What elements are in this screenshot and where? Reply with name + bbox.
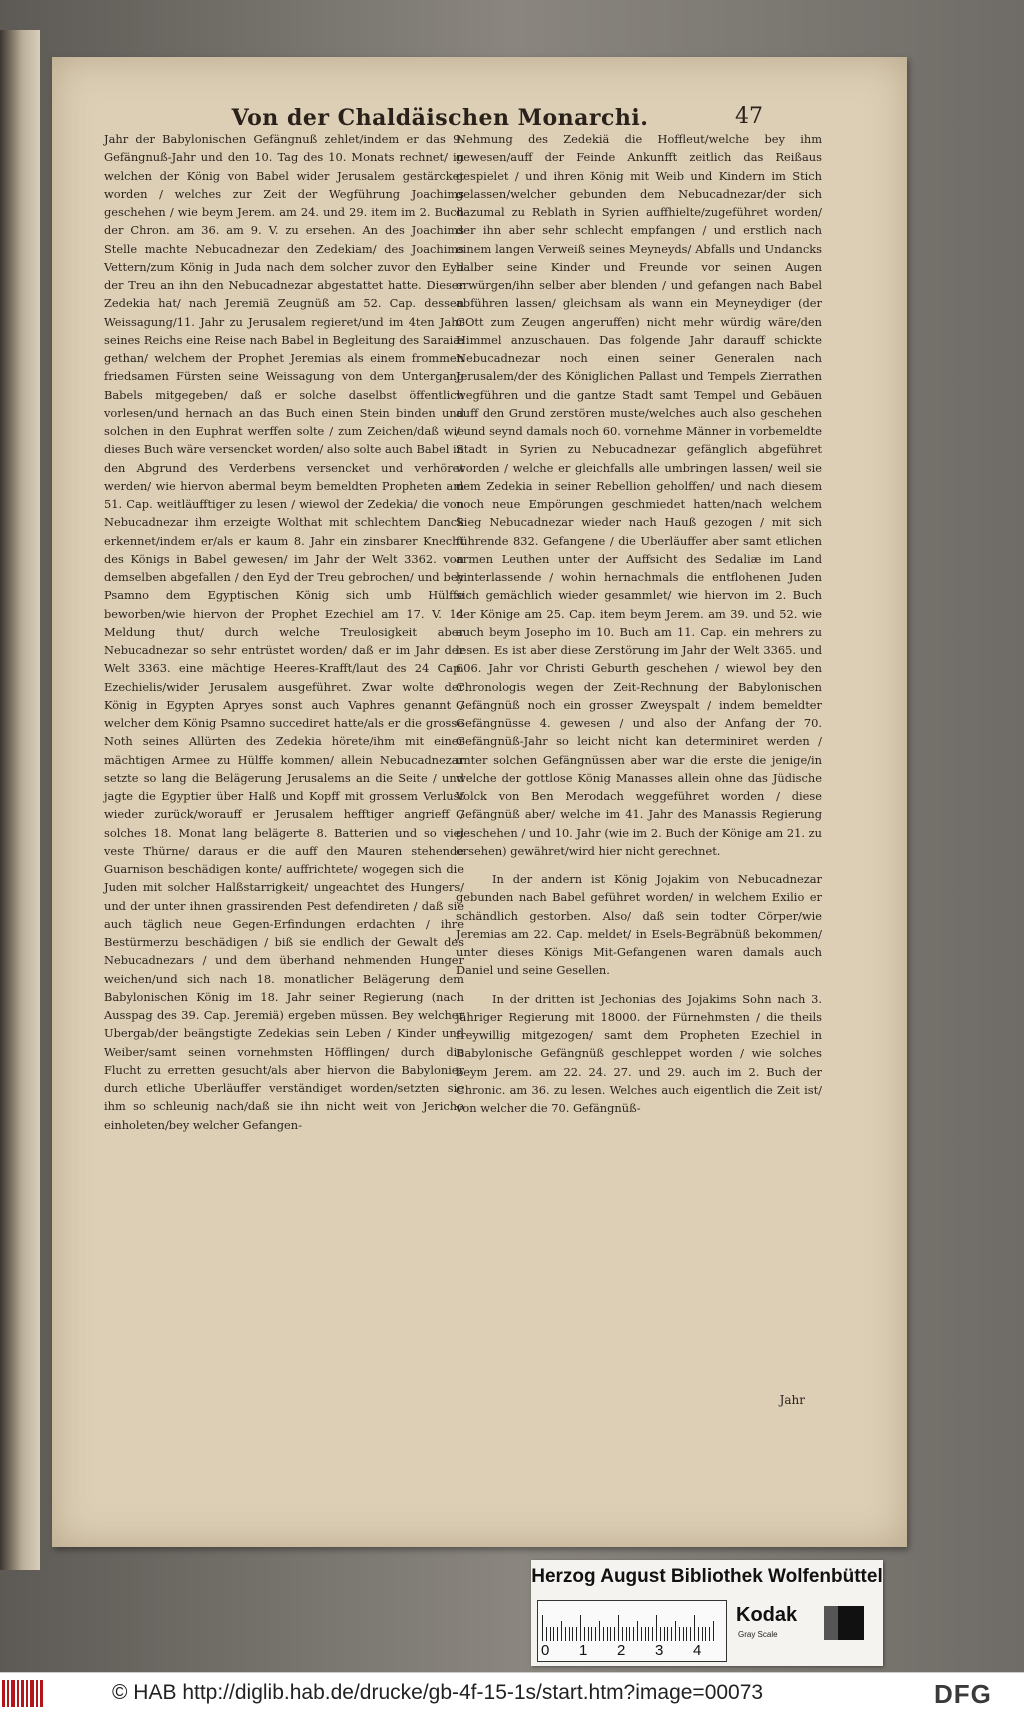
ruler-tick [660, 1627, 661, 1641]
text-column-left [104, 130, 464, 1134]
paragraph: In der andern ist König Jojakim von Nebucadnezar gebunden nach Babel geführet worden/ in welchem Exilio er schändlich gestorben. Also/ daß sein todter Cörper/wie Jeremias am 22. Cap. meldet/ in Esels-Begräbnüß bekommen/ unter dieses Königs Mit-Gefangenen waren damals auch Daniel und seine Gesellen. [456, 872, 822, 978]
paragraph: Nehmung des Zedekiä die Hoffleut/welche bey ihm gewesen/auff der Feinde Ankunfft zeitlich das Reißaus gespielet / und ihren König mit Weib und Kindern im Stich gelassen/welcher gebunden dem Nebucadnezar/der sich dazumal zu Reblath in Syrien auffhielte/zugeführet worden/ der ihn aber sehr schlecht empfangen / und erstlich nach einem langen Verweiß seines Meyneyds/ Abfalls und Undancks halber seine Kinder und Freunde vor seinen Augen erwürgen/ihn selber aber blenden / und gefangen nach Babel abführen lassen/ gleichsam als wann ein Meyneydiger (der GOtt zum Zeugen angeruffen) nicht mehr würdig wäre/den Himmel anzuschauen. Das folgende Jahr darauff schickte Nebucadnezar noch einen seiner Generalen nach Jerusalem/der des Königlichen Pallast und Tempels Zierrathen wegführen und die gantze Stadt samt Tempel und Gebäuen auff den Grund zerstören muste/welches auch also geschehen / und seynd damals noch 60. vornehme Männer in vorbemeldte Stadt in Syrien zu Nebucadnezar gefänglich abgeführet worden / welche er gleichfalls alle umbringen lassen/ weil sie dem Zedekia in seiner Rebellion geholffen/ und nach diesem noch neue Empörungen geschmiedet hatten/nach welchem Sieg Nebucadnezar wieder nach Hauß gezogen / mit sich führende 832. Gefangene / die Uberläuffer aber samt etlichen armen Leuthen unter der Auffsicht des Sedaliæ im Land hinterlassende / wohin hernachmals die entflohenen Juden sich gemächlich wieder gesammlet/ wie hiervon im 2. Buch der Könige am 25. Cap. item beym Jerem. am 39. und 52. wie auch beym Josepho im 10. Buch am 11. Cap. ein mehrers zu lesen. Es ist aber diese Zerstörung im Jahr der Welt 3365. und 606. Jahr vor Christi Geburth geschehen / wiewol bey den Chronologis wegen der Zeit-Rechnung der Babylonischen Gefängnüß noch ein grosser Zweyspalt / indem bemeldter Gefängnüsse 4. gewesen / und also der Anfang der 70. Gefängnüß-Jahr so leicht nicht kan determiniret werden / unter solchen Gefängnüssen aber war die erste die jenige/in welche der gottlose König Manasses allein ohne das Jüdische Volck von Ben Merodach weggeführet worden / diese Gefängnüß aber/ welche im 41. Jahr des Manassis Regierung geschehen / und 10. Jahr (wie im 2. Buch der Könige am 21. zu ersehen) gewähret/wird hier nicht gerechnet. [456, 132, 822, 858]
ruler-tick [546, 1627, 547, 1641]
label-title: Herzog August Bibliothek Wolfenbüttel [531, 1566, 883, 1587]
running-head: Von der Chaldäischen Monarchi. [231, 105, 649, 131]
ruler-tick [550, 1627, 551, 1641]
ruler-tick [629, 1627, 630, 1641]
ruler-tick [626, 1627, 627, 1641]
ruler-tick [542, 1615, 543, 1641]
source-link[interactable]: © HAB http://diglib.hab.de/drucke/gb-4f-15-1s/start.htm?image=00073 [112, 1681, 764, 1704]
ruler-tick [656, 1615, 657, 1641]
viewer-footer [0, 1672, 1024, 1714]
ruler-tick [675, 1621, 676, 1641]
ruler-tick [588, 1627, 589, 1641]
scale-number: 2 [617, 1642, 626, 1659]
ruler-tick [557, 1627, 558, 1641]
ruler-tick [705, 1627, 706, 1641]
ruler-tick [683, 1627, 684, 1641]
ruler-tick [618, 1615, 619, 1641]
barcode-icon [0, 1677, 46, 1710]
ruler-tick [702, 1627, 703, 1641]
ruler-tick [569, 1627, 570, 1641]
catchword: Jahr [779, 1393, 805, 1407]
ruler-tick [614, 1627, 615, 1641]
ruler-tick [694, 1615, 695, 1641]
scale-number: 0 [541, 1642, 550, 1659]
gray-scale-target [537, 1600, 877, 1660]
ruler-tick [595, 1627, 596, 1641]
paragraph: In der dritten ist Jechonias des Jojakims Sohn nach 3. jähriger Regierung mit 18000. der Fürnehmsten / die theils freywillig mitgezogen/ samt dem Propheten Ezechiel in Babylonische Gefängnüß geschleppet worden / wie solches beym Jerem. am 22. 24. 27. und 29. auch im 2. Buch der Chronic. am 36. zu lesen. Welches auch eigentlich die Zeit ist/ von welcher die 70. Gefängnüß- [456, 991, 822, 1115]
ruler-tick [671, 1627, 672, 1641]
ruler-tick [603, 1627, 604, 1641]
ruler-tick [713, 1621, 714, 1641]
ruler-tick [686, 1627, 687, 1641]
ruler-tick [591, 1627, 592, 1641]
ruler-tick [565, 1627, 566, 1641]
ruler-tick [679, 1627, 680, 1641]
ruler-tick [580, 1615, 581, 1641]
measurement-ruler [537, 1600, 727, 1662]
ruler-tick [584, 1627, 585, 1641]
kodak-brand: Kodak [736, 1604, 798, 1626]
ruler-tick [599, 1621, 600, 1641]
ruler-tick [648, 1627, 649, 1641]
ruler-tick [667, 1627, 668, 1641]
ruler-tick [637, 1621, 638, 1641]
text-column-right [456, 130, 822, 1117]
scale-number: 4 [693, 1642, 702, 1659]
scale-number: 1 [579, 1642, 588, 1659]
ruler-tick [572, 1627, 573, 1641]
scale-number: 3 [655, 1642, 664, 1659]
dfg-logo: DFG [934, 1679, 992, 1709]
ruler-tick [633, 1627, 634, 1641]
kodak-gray-scale [732, 1600, 877, 1660]
ruler-tick [709, 1627, 710, 1641]
page-number: 47 [735, 104, 763, 129]
ruler-tick [664, 1627, 665, 1641]
kodak-subtitle: Gray Scale [738, 1630, 778, 1639]
library-label-card [531, 1560, 883, 1666]
book-left-page-edge [0, 30, 40, 1570]
ruler-tick [610, 1627, 611, 1641]
ruler-tick [553, 1627, 554, 1641]
ruler-tick [622, 1627, 623, 1641]
ruler-tick [576, 1627, 577, 1641]
ruler-tick [690, 1627, 691, 1641]
ruler-tick [698, 1627, 699, 1641]
gray-swatch [824, 1606, 864, 1640]
ruler-tick [561, 1621, 562, 1641]
paragraph: Jahr der Babylonischen Gefängnuß zehlet/indem er das 9. Gefängnuß-Jahr und den 10. Tag des 10. Monats rechnet/ in welchen der König von Babel wider Jerusalem gestärcket worden / welches zur Zeit der Wegführung Joachims geschehen / wie beym Jerem. am 24. und 29. item im 2. Buch der Chron. am 36. am 9. V. zu ersehen. An des Joachims Stelle machte Nebucadnezar den Zedekiam/ des Joachims Vettern/zum König in Juda nach dem solcher zuvor den Eyd der Treu an ihn den Nebucadnezar abgestattet hatte. Dieser Zedekia hat/ nach Jeremiä Zeugnüß am 52. Cap. dessen Weissagung/11. Jahr zu Jerusalem regieret/und im 4ten Jahr seines Reichs eine Reise nach Babel in Begleitung des Saraiæ gethan/ welchem der Prophet Jeremias als einem frommen friedsamen Fürsten seine Weissagung von dem Untergang Babels mitgegeben/ daß er solche daselbst öffentlich vorlesen/und hernach an das Buch einen Stein binden und solchen in den Euphrat werffen solte / zum Zeichen/daß wie dieses Buch wäre versencket worden/ also solte auch Babel in den Abgrund des Verderbens versencket und verhöret werden/ wie hiervon abermal beym bemeldten Propheten am 51. Cap. weitläufftiger zu lesen / wiewol der Zedekia/ die von Nebucadnezar ihm erzeigte Wolthat mit schlechtem Danck erkennet/indem er/als er kaum 8. Jahr ein zinsbarer Knecht des Königs in Babel gewesen/ im Jahr der Welt 3362. von demselben abgefallen / den Eyd der Treu gebrochen/ und bey Psamno dem Egyptischen König sich umb Hülffe beworben/wie hiervon der Prophet Ezechiel am 17. V. 14 Meldung thut/ durch welche Treulosigkeit aber Nebucadnezar so sehr entrüstet worden/ daß er im Jahr der Welt 3363. eine mächtige Heeres-Krafft/laut des 24 Cap. Ezechielis/wider Jerusalem ausgeführet. Zwar wolte der König in Egypten Apryes sonst auch Vaphres genannt / welcher dem König Psamno succediret hatte/als er die grosse Noth seines Allürten des Zedekia hörete/ihm mit einer mächtigen Armee zu Hülffe kommen/ allein Nebucadnezar setzte so lang die Belägerung Jerusalems an die Seite / und jagte die Egyptier über Halß und Kopff mit grossem Verlust wieder zurück/worauff er Jerusalem hefftiger angrieff / solches 18. Monat lang belägerte 8. Batterien und so viel veste Thürne/ daraus er die auff den Mauren stehende Guarnison beschädigen konte/ auffrichtete/ wogegen sich die Juden mit solcher Halßstarrigkeit/ ungeachtet des Hungers/ und der unter ihnen grassirenden Pest defendireten / daß sie auch täglich neue Gegen-Erfindungen erdachten / ihre Bestürmerzu beschädigen / biß sie endlich der Gewalt des Nebucadnezars / und dem überhand nehmenden Hunger weichen/und sich nach 18. monatlicher Belägerung dem Babylonischen König im 18. Jahr seiner Regierung (nach Ausspag des 39. Cap. Jeremiä) ergeben müssen. Bey welcher Ubergab/der beängstigte Zedekias sein Leben / Kinder und Weiber/samt seinen vornehmsten Höfflingen/ durch die Flucht zu erretten gesucht/als aber hiervon die Babylonier durch etliche Uberläuffer verständiget worden/setzten sie ihm so schleunig nach/daß sie ihn nicht weit von Jericho einholeten/bey welcher Gefangen- [104, 132, 464, 1132]
ruler-tick [652, 1627, 653, 1641]
ruler-tick [645, 1627, 646, 1641]
ruler-tick [641, 1627, 642, 1641]
ruler-tick [607, 1627, 608, 1641]
